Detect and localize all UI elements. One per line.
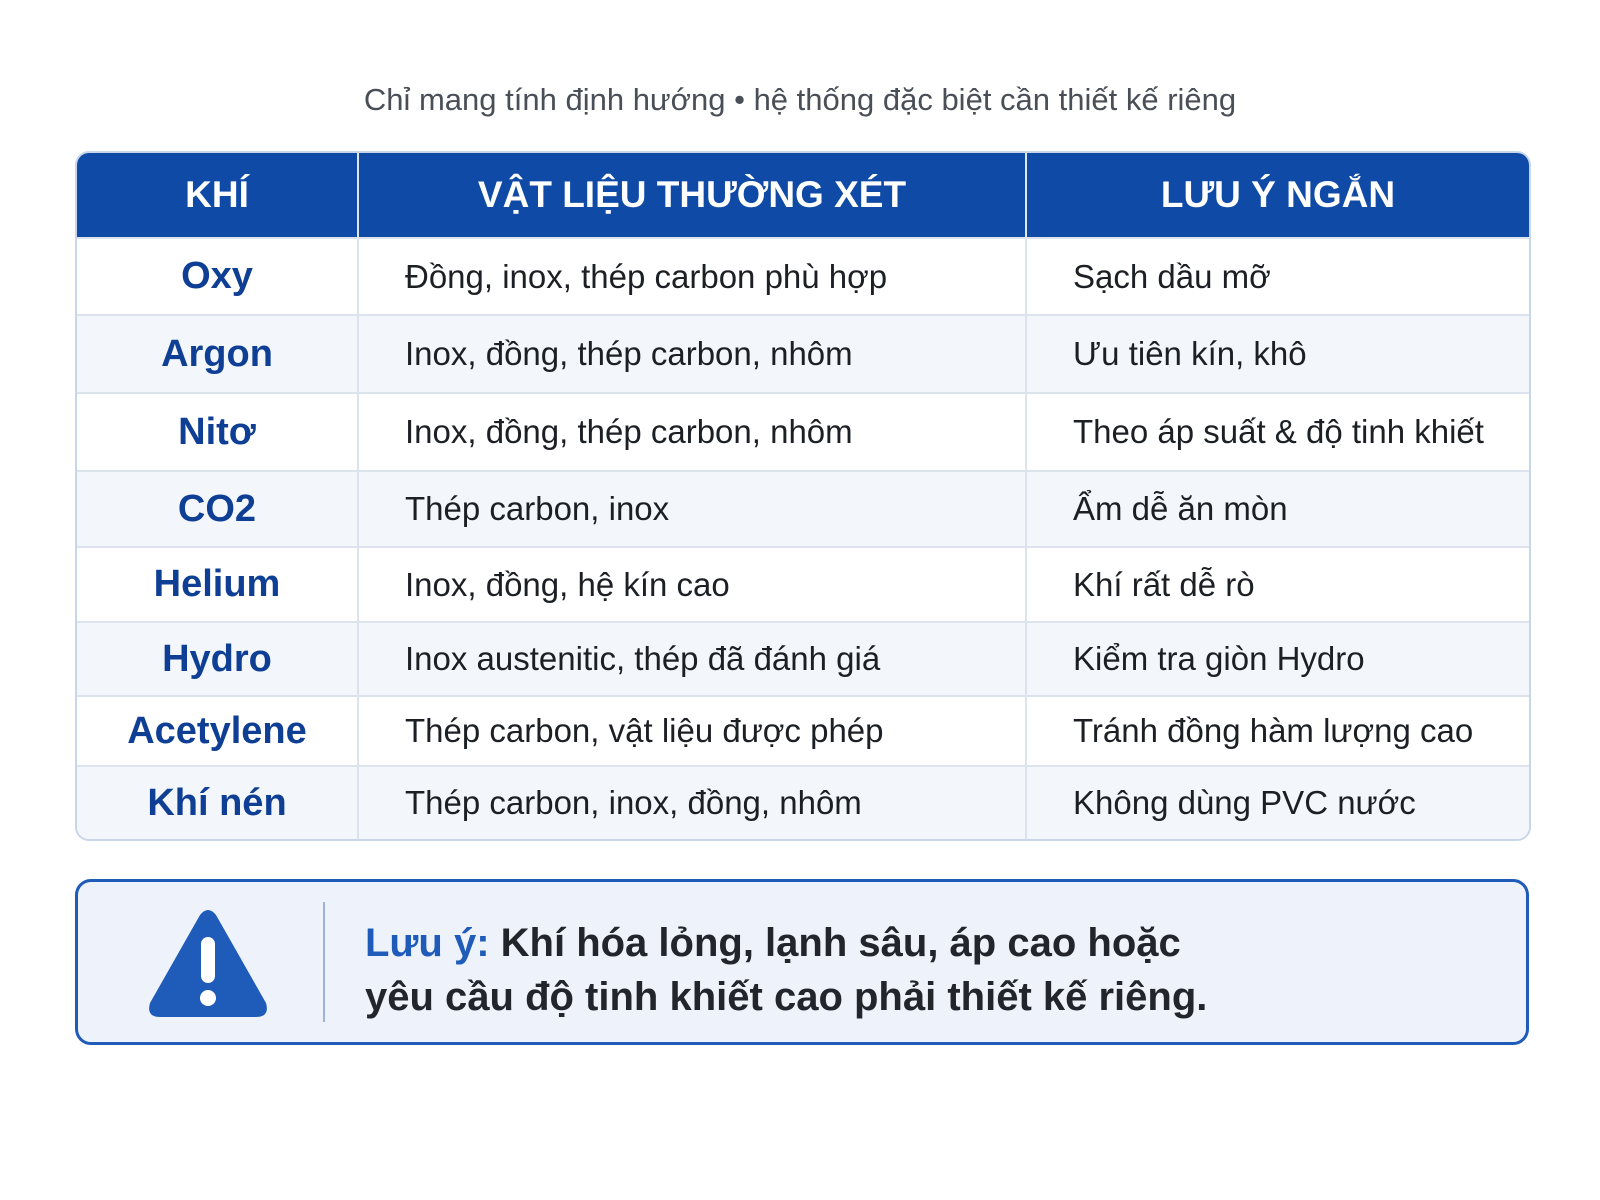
notice-text bbox=[365, 916, 1465, 1024]
gas-name: CO2 bbox=[77, 471, 358, 547]
note-cell: Theo áp suất & độ tinh khiết bbox=[1026, 393, 1529, 471]
materials-cell: Đồng, inox, thép carbon phù hợp bbox=[358, 238, 1026, 315]
note-cell: Không dùng PVC nước bbox=[1026, 766, 1529, 839]
materials-cell: Inox, đồng, hệ kín cao bbox=[358, 547, 1026, 622]
header-materials: VẬT LIỆU THƯỜNG XÉT bbox=[358, 153, 1026, 238]
note-cell: Kiểm tra giòn Hydro bbox=[1026, 622, 1529, 696]
note-cell: Tránh đồng hàm lượng cao bbox=[1026, 696, 1529, 766]
warning-icon bbox=[146, 907, 270, 1019]
gas-name: Acetylene bbox=[77, 696, 358, 766]
materials-cell: Thép carbon, inox, đồng, nhôm bbox=[358, 766, 1026, 839]
note-cell: Sạch dầu mỡ bbox=[1026, 238, 1529, 315]
notice-divider bbox=[323, 902, 325, 1022]
table-row bbox=[77, 622, 1529, 696]
gas-materials-table bbox=[75, 151, 1531, 841]
note-cell: Ưu tiên kín, khô bbox=[1026, 315, 1529, 393]
notice-line-2: yêu cầu độ tinh khiết cao phải thiết kế riêng. bbox=[365, 975, 1208, 1019]
table-header-row bbox=[77, 153, 1529, 238]
materials-cell: Thép carbon, vật liệu được phép bbox=[358, 696, 1026, 766]
gas-name: Oxy bbox=[77, 238, 358, 315]
materials-cell: Inox, đồng, thép carbon, nhôm bbox=[358, 393, 1026, 471]
gas-name: Hydro bbox=[77, 622, 358, 696]
notice-line-1-text: Khí hóa lỏng, lạnh sâu, áp cao hoặc bbox=[500, 921, 1181, 965]
materials-cell: Inox, đồng, thép carbon, nhôm bbox=[358, 315, 1026, 393]
materials-cell: Inox austenitic, thép đã đánh giá bbox=[358, 622, 1026, 696]
table-row bbox=[77, 315, 1529, 393]
table-row bbox=[77, 547, 1529, 622]
materials-cell: Thép carbon, inox bbox=[358, 471, 1026, 547]
gas-name: Argon bbox=[77, 315, 358, 393]
notice-label: Lưu ý: bbox=[365, 921, 490, 965]
note-cell: Khí rất dễ rò bbox=[1026, 547, 1529, 622]
table-row bbox=[77, 766, 1529, 839]
table-row bbox=[77, 238, 1529, 315]
header-gas: KHÍ bbox=[77, 153, 358, 238]
gas-name: Nitơ bbox=[77, 393, 358, 471]
notice-box bbox=[75, 879, 1529, 1045]
table-row bbox=[77, 393, 1529, 471]
page-subtitle: Chỉ mang tính định hướng • hệ thống đặc biệt cần thiết kế riêng bbox=[363, 82, 1237, 117]
notice-line-1 bbox=[365, 916, 1465, 970]
table-row bbox=[77, 696, 1529, 766]
header-note: LƯU Ý NGẮN bbox=[1026, 153, 1529, 238]
note-cell: Ẩm dễ ăn mòn bbox=[1026, 471, 1529, 547]
table-row bbox=[77, 471, 1529, 547]
gas-name: Khí nén bbox=[77, 766, 358, 839]
gas-name: Helium bbox=[77, 547, 358, 622]
